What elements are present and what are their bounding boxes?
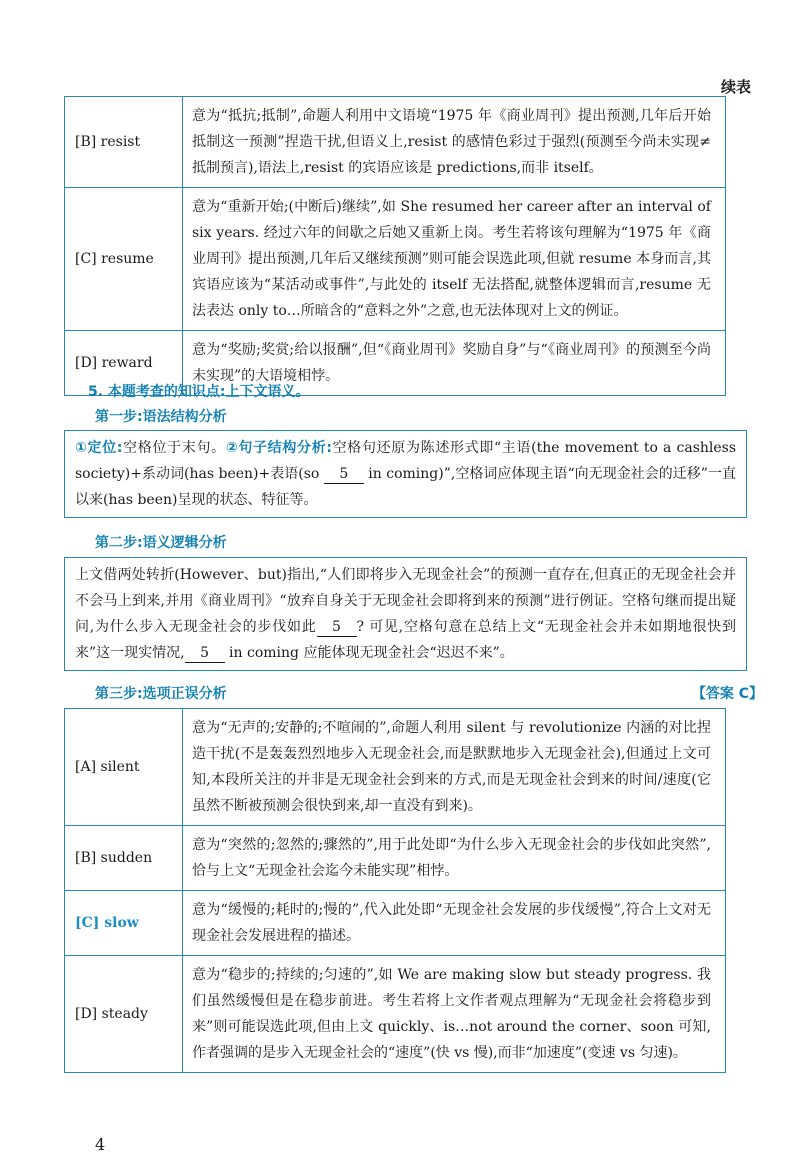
step3-heading: 第三步:选项正误分析	[95, 686, 227, 702]
answer-blank: 5	[185, 644, 225, 663]
option-explanation: 意为“抵抗;抵制”,命题人利用中文语境“1975 年《商业周刊》提出预测,几年后开始抵制这一预测”捏造干扰,但语义上,resist 的感情色彩过于强烈(预测至今尚未实现≠抵制预言),语法上,resist 的宾语应该是 predictions,而非 itself。	[183, 97, 726, 188]
answer-blank: 5	[317, 618, 357, 637]
answer-badge: 【答案 C】	[691, 686, 763, 702]
step1-label-structure: ②句子结构分析:	[225, 440, 332, 456]
option-label: [D] steady	[65, 956, 183, 1073]
options-table-continued	[64, 96, 726, 396]
option-explanation: 意为“突然的;忽然的;骤然的”,用于此处即“为什么步入无现金社会的步伐如此突然”,恰与上文“无现金社会迄今未能实现”相悖。	[183, 826, 726, 891]
table-row	[65, 891, 726, 956]
step2-text-c: in coming 应能体现无现金社会“迟迟不来”。	[224, 645, 514, 661]
option-explanation: 意为“重新开始;(中断后)继续”,如 She resumed her career after an interval of six years. 经过六年的间歇之后她又重新上岗。考生若将该句理解为“1975 年《商业周刊》提出预测,几年后又继续预测”则可能会误选此项,但就 resume 本身而言,其宾语应该为“某活动或事件”,与此处的 itself 无法搭配,就整体逻辑而言,resume 无法表达 only to…所暗含的“意料之外”之意,也无法体现对上文的例证。	[183, 188, 726, 331]
continued-label: 续表	[721, 78, 752, 96]
option-explanation: 意为“无声的;安静的;不喧闹的”,命题人利用 silent 与 revolutionize 内涵的对比捏造干扰(不是轰轰烈烈地步入无现金社会,而是默默地步入无现金社会),但通过上文可知,本段所关注的并非是无现金社会到来的方式,而是无现金社会到来的时间/速度(它虽然不断被预测会很快到来,却一直没有到来)。	[183, 709, 726, 826]
option-explanation: 意为“奖励;奖赏;给以报酬”,但“《商业周刊》奖励自身”与“《商业周刊》的预测至今尚未实现”的大语境相悖。	[183, 331, 726, 396]
step2-text-b: ? 可见,空格句意在总结上文“无现金社会并未如期地很快到来”这一现实情况,	[75, 619, 737, 661]
page-number: 4	[95, 1135, 106, 1154]
option-label: [D] reward	[65, 331, 183, 396]
option-label: [B] resist	[65, 97, 183, 188]
step2-text-a: 上文借两处转折(However、but)指出,“人们即将步入无现金社会”的预测一直存在,但真正的无现金社会并不会马上到来,并用《商业周刊》“放弃自身关于无现金社会即将到来的预测”进行例证。空格句继而提出疑问,为什么步入无现金社会的步伐如此	[75, 567, 736, 635]
question-5-heading: 5. 本题考查的知识点:上下文语义。	[88, 384, 310, 400]
options-table-step3	[64, 708, 726, 1073]
step1-text-locate: 空格位于末句。	[122, 440, 226, 456]
step2-heading: 第二步:语义逻辑分析	[95, 535, 227, 551]
table-row	[65, 826, 726, 891]
option-label: [B] sudden	[65, 826, 183, 891]
step1-text-b: in coming)”,空格词应体现主语“向无现金社会的迁移”一直以来(has been)呈现的状态、特征等。	[75, 466, 736, 508]
step1-heading: 第一步:语法结构分析	[95, 409, 227, 425]
step1-label-locate: ①定位:	[75, 440, 123, 456]
table-row	[65, 956, 726, 1073]
step2-box	[64, 557, 747, 671]
answer-blank: 5	[324, 465, 364, 484]
table-row	[65, 188, 726, 331]
table-row	[65, 709, 726, 826]
option-label-correct: [C] slow	[65, 891, 183, 956]
option-label: [C] resume	[65, 188, 183, 331]
table-row	[65, 97, 726, 188]
step1-text-a: 空格句还原为陈述形式即“主语(the movement to a cashless society)+系动词(has been)+表语(so	[75, 440, 737, 482]
option-explanation: 意为“稳步的;持续的;匀速的”,如 We are making slow but steady progress. 我们虽然缓慢但是在稳步前进。考生若将上文作者观点理解为“无现金社会将稳步到来”则可能误选此项,但由上文 quickly、is…not around the corner、soon 可知,作者强调的是步入无现金社会的“速度”(快 vs 慢),而非“加速度”(变速 vs 匀速)。	[183, 956, 726, 1073]
option-explanation: 意为“缓慢的;耗时的;慢的”,代入此处即“无现金社会发展的步伐缓慢”,符合上文对无现金社会发展进程的描述。	[183, 891, 726, 956]
option-label: [A] silent	[65, 709, 183, 826]
step1-box	[64, 430, 747, 518]
